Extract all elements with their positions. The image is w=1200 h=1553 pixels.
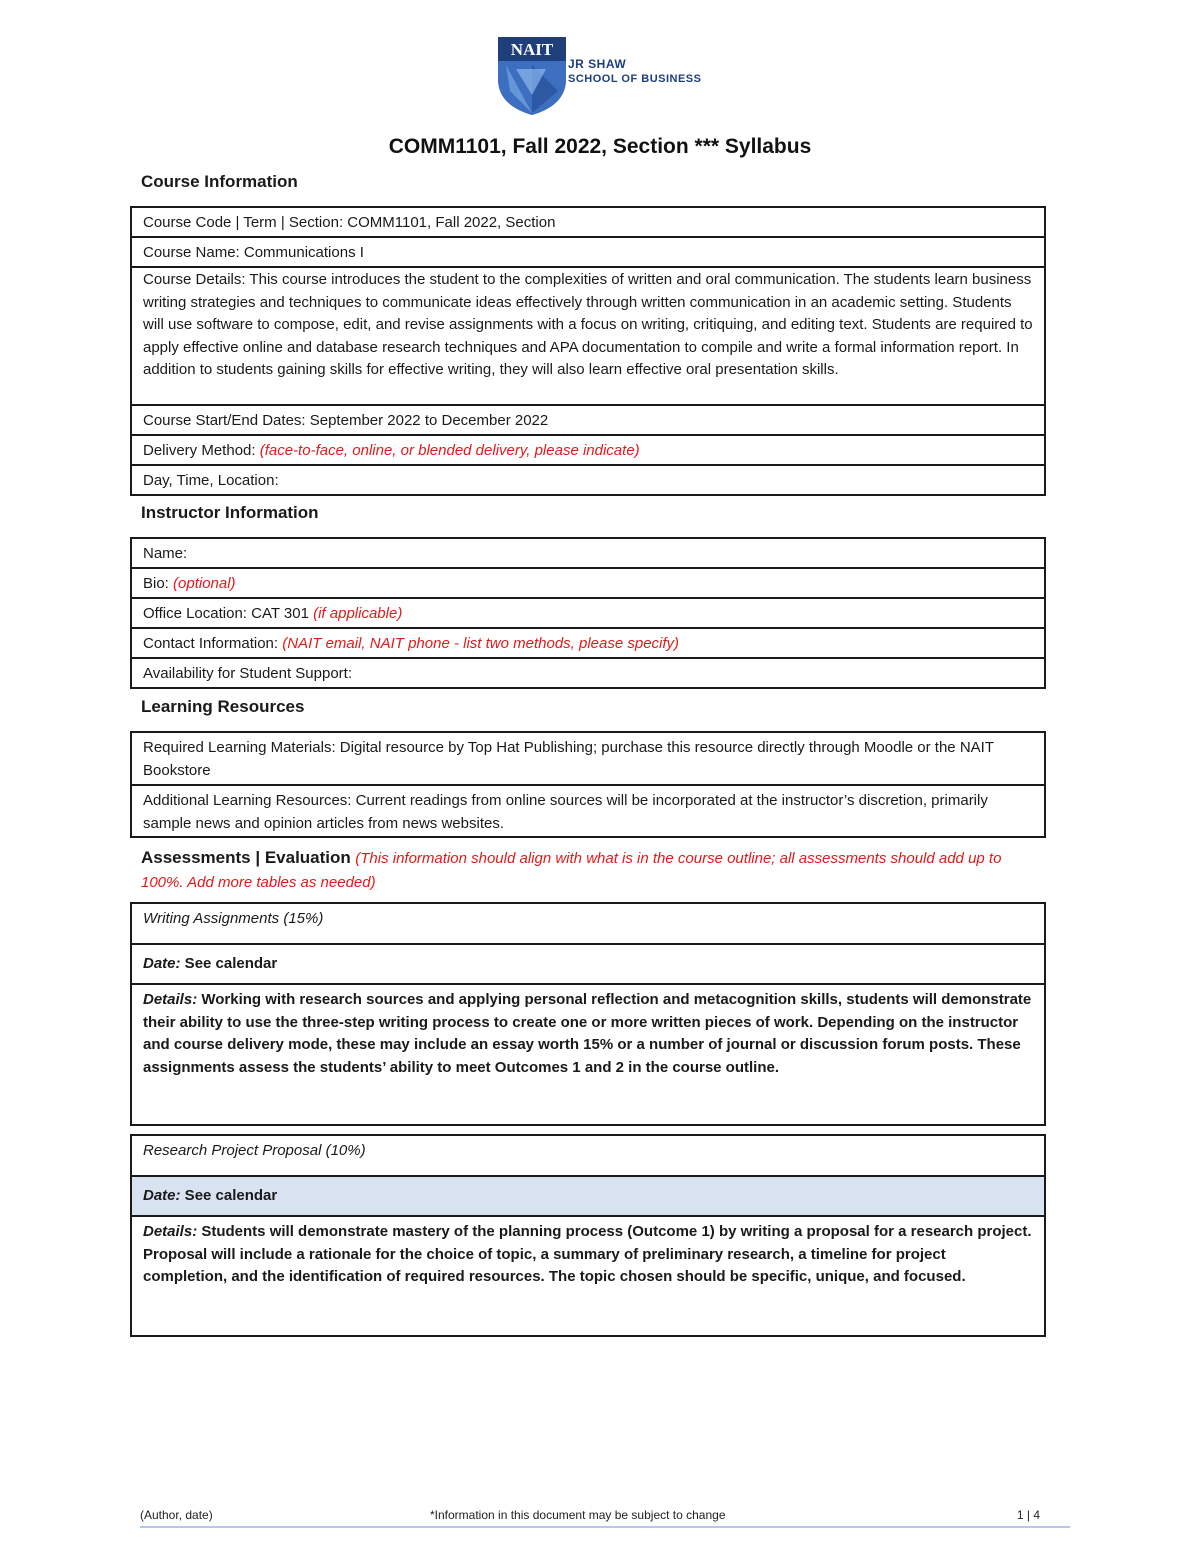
date-value: See calendar xyxy=(180,955,278,972)
details-value: Students will demonstrate mastery of the planning process (Outcome 1) by writing a proposal for a research project. Proposal will include a rationale for the choice of topic, a summary of preliminary research, a timeline for project completion, and the identification of required resources. The topic chosen should be specific, unique, and focused. xyxy=(143,1223,1032,1285)
assessment-card xyxy=(130,1134,1046,1337)
contact-info-row xyxy=(132,629,1044,659)
course-details-row: Course Details: This course introduces the student to the complexities of written and oral communication. The students learn business writing strategies and techniques to communicate ideas effectively through written communication in an academic setting. Students will use software to compose, edit, and revise assignments with a focus on writing, critiquing, and editing text. Students are required to apply effective online and database research techniques and APA documentation to compile and write a formal information report. In addition to students gaining skills for effective writing, they will also learn effective oral presentation skills. xyxy=(132,268,1044,406)
additional-resources-row: Additional Learning Resources: Current readings from online sources will be incorporated at the instructor’s discretion, primarily sample news and opinion articles from news websites. xyxy=(143,792,988,832)
contact-label: Contact Information: xyxy=(143,635,283,652)
assessments-note: (This information should align with what is in the course outline; all assessments should add up to 100%. Add more tables as needed) xyxy=(141,850,1002,891)
assessments-heading: Assessments | Evaluation xyxy=(141,848,351,867)
day-time-location-row: Day, Time, Location: xyxy=(143,472,279,489)
delivery-note: (face-to-face, online, or blended delivery, please indicate) xyxy=(259,442,640,459)
contact-note: (NAIT email, NAIT phone - list two methods, please specify) xyxy=(282,635,680,652)
instructor-name-row: Name: xyxy=(132,539,1044,569)
instructor-info-heading: Instructor Information xyxy=(141,503,319,522)
school-logo xyxy=(480,27,710,119)
page-title: COMM1101, Fall 2022, Section *** Syllabus xyxy=(388,135,812,158)
footer-disclaimer: *Information in this document may be subject to change xyxy=(430,1508,726,1522)
office-location-row xyxy=(132,599,1044,629)
learning-resources-table xyxy=(130,731,1046,838)
footer-author-date: (Author, date) xyxy=(140,1508,213,1522)
learning-resources-heading: Learning Resources xyxy=(141,697,305,716)
course-info-heading: Course Information xyxy=(141,172,298,191)
date-label: Date: xyxy=(143,1187,181,1204)
details-label: Details: xyxy=(143,991,198,1008)
logo-mark-text: NAIT xyxy=(510,40,554,59)
delivery-label: Delivery Method: xyxy=(143,442,260,459)
logo-line-1: JR SHAW xyxy=(568,57,627,71)
logo-line-2: SCHOOL OF BUSINESS xyxy=(568,73,702,85)
course-info-table xyxy=(130,206,1046,496)
course-dates-row: Course Start/End Dates: September 2022 to December 2022 xyxy=(132,406,1044,436)
assessment-date-row xyxy=(132,945,1044,985)
logo-wordmark xyxy=(568,57,701,87)
assessments-heading-block xyxy=(141,846,1041,895)
office-note: (if applicable) xyxy=(313,605,403,622)
details-value: Working with research sources and applying personal reflection and metacognition skills, students will demonstrate their ability to use the three-step writing process to create one or more written pieces of work. Depending on the instructor and course delivery mode, these may include an essay worth 15% or a number of journal or discussion forum posts. These assignments assess the students’ ability to meet Outcomes 1 and 2 in the course outline. xyxy=(143,991,1032,1076)
availability-row: Availability for Student Support: xyxy=(143,665,353,682)
instructor-info-table xyxy=(130,537,1046,689)
assessment-title: Writing Assignments (15%) xyxy=(132,904,1044,945)
assessment-details-row xyxy=(132,985,1044,1124)
nait-shield-icon xyxy=(496,35,568,117)
page-footer xyxy=(140,1508,1070,1528)
bio-label: Bio: xyxy=(143,575,174,592)
course-code-row: Course Code | Term | Section: COMM1101, Fall 2022, Section xyxy=(132,208,1044,238)
footer-page-number: 1 | 4 xyxy=(1016,1508,1040,1522)
office-label: Office Location: CAT 301 xyxy=(143,605,314,622)
assessment-card xyxy=(130,902,1046,1126)
required-materials-row: Required Learning Materials: Digital resource by Top Hat Publishing; purchase this resource directly through Moodle or the NAIT Bookstore xyxy=(132,733,1044,786)
assessment-title: Research Project Proposal (10%) xyxy=(132,1136,1044,1177)
bio-note: (optional) xyxy=(173,575,236,592)
details-label: Details: xyxy=(143,1223,198,1240)
delivery-method-row xyxy=(132,436,1044,466)
instructor-bio-row xyxy=(132,569,1044,599)
assessment-date-row xyxy=(132,1177,1044,1217)
course-name-row: Course Name: Communications I xyxy=(132,238,1044,268)
assessment-details-row xyxy=(132,1217,1044,1335)
date-value: See calendar xyxy=(180,1187,278,1204)
date-label: Date: xyxy=(143,955,181,972)
